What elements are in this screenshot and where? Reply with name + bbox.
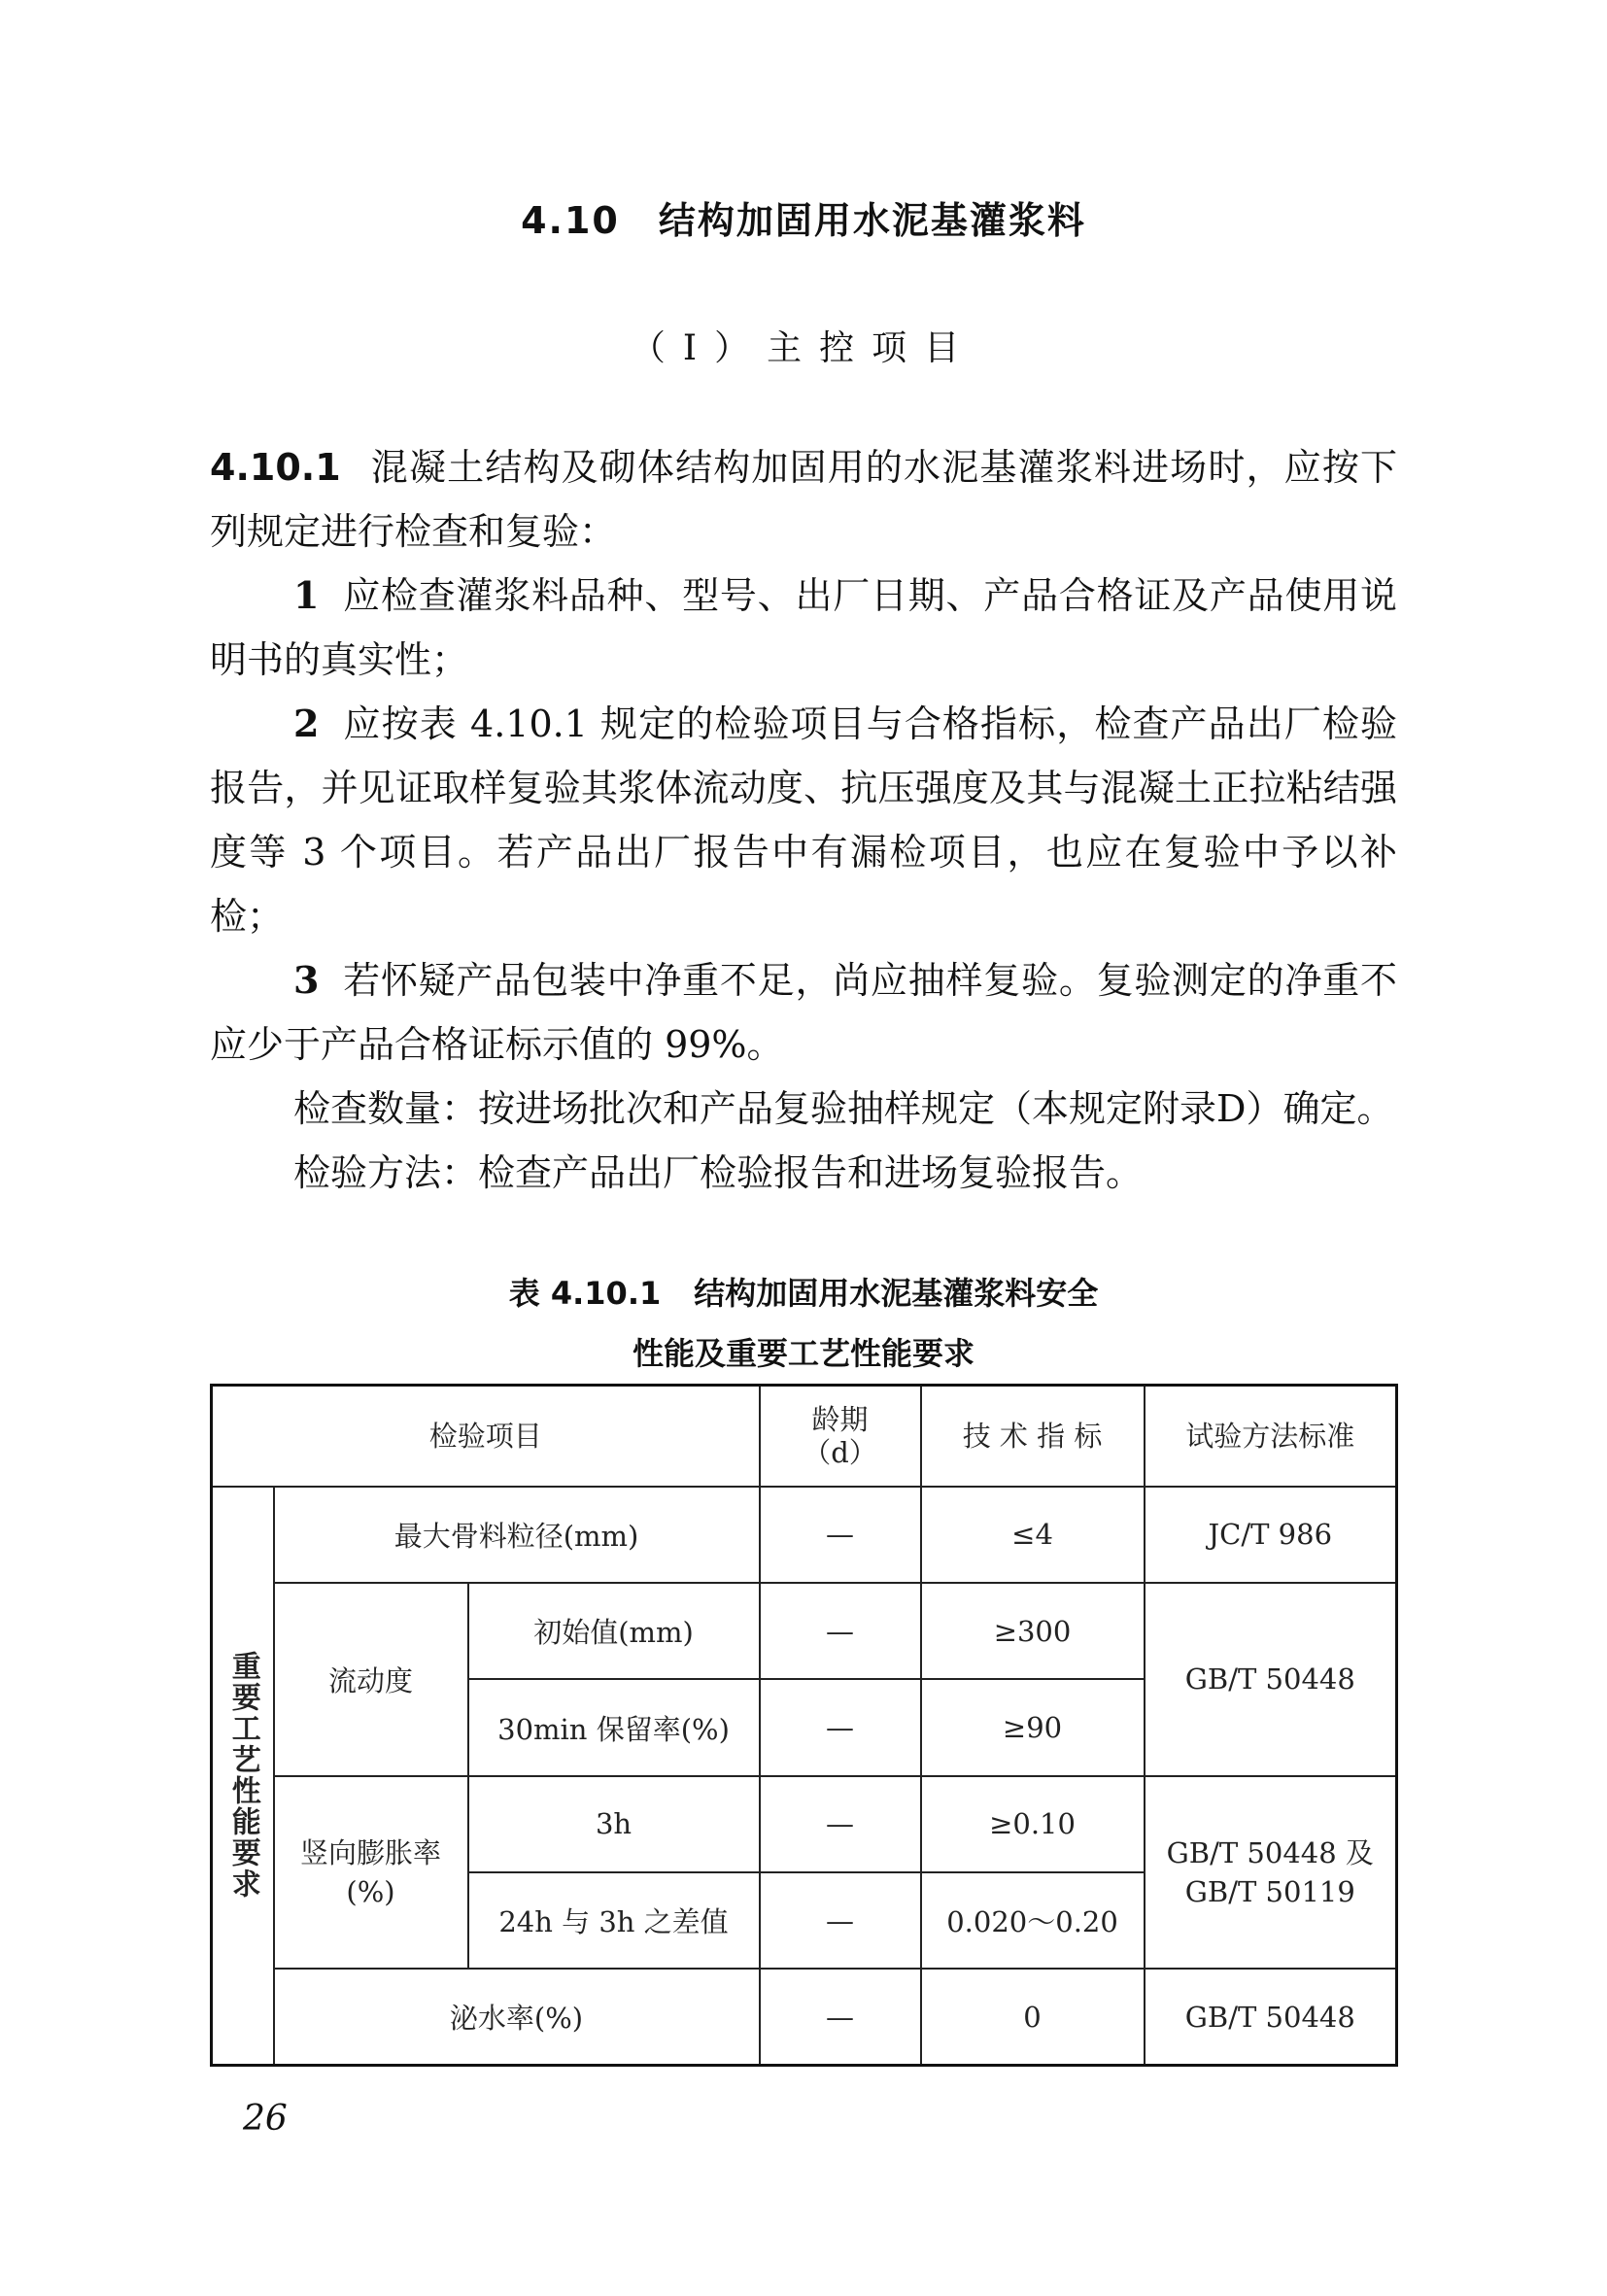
section-number: 4.10 (521, 199, 620, 242)
header-age: 龄期 （d） (760, 1386, 921, 1487)
clause-item-2 (210, 692, 1397, 948)
cell-item: 最大骨料粒径(mm) (274, 1487, 760, 1583)
table-row (212, 1776, 1397, 1872)
clause-intro-text: 混凝土结构及砌体结构加固用的水泥基灌浆料进场时，应按下列规定进行检查和复验： (210, 446, 1397, 553)
cell-age: — (760, 1487, 921, 1583)
cell-method: GB/T 50448 (1145, 1969, 1397, 2065)
cell-age: — (760, 1583, 921, 1679)
cell-index: ≥0.10 (921, 1776, 1145, 1872)
table-caption-line-1: 表 4.10.1 结构加固用水泥基灌浆料安全 (508, 1275, 1099, 1312)
clause-intro (210, 435, 1397, 564)
cell-age: — (760, 1679, 921, 1775)
item-text: 应按表 4.10.1 规定的检验项目与合格指标，检查产品出厂检验报告，并见证取样复验其浆体流动度、抗压强度及其与混凝土正拉粘结强度等 3 个项目。若产品出厂报告中有漏检项目，也应在复验中予以补检； (210, 703, 1397, 938)
cell-item: 初始值(mm) (468, 1583, 760, 1679)
clause-number: 4.10.1 (210, 446, 341, 489)
group-label: 重要工艺性能要求 (225, 1651, 260, 1901)
group-label-cell (212, 1487, 274, 2066)
cell-item: 24h 与 3h 之差值 (468, 1872, 760, 1969)
section-title (0, 190, 1607, 244)
cell-index: ≤4 (921, 1487, 1145, 1583)
header-index: 技 术 指 标 (921, 1386, 1145, 1487)
subsection-title: （Ⅰ）主控项目 (630, 328, 977, 368)
cell-expansion-label: 竖向膨胀率 (%) (274, 1776, 468, 1970)
cell-index: 0.020～0.20 (921, 1872, 1145, 1969)
cell-item: 泌水率(%) (274, 1969, 760, 2065)
item-number: 2 (293, 702, 320, 745)
inspection-quantity: 检查数量：按进场批次和产品复验抽样规定（本规定附录D）确定。 (293, 1087, 1394, 1130)
table-row (212, 1969, 1397, 2065)
header-method: 试验方法标准 (1145, 1386, 1397, 1487)
cell-method: GB/T 50448 及 GB/T 50119 (1145, 1776, 1397, 1970)
cell-age: — (760, 1776, 921, 1872)
table-row (212, 1487, 1397, 1583)
table-caption-line-2: 性能及重要工艺性能要求 (632, 1335, 974, 1372)
cell-index: ≥300 (921, 1583, 1145, 1679)
item-number: 3 (293, 958, 320, 1002)
cell-item: 30min 保留率(%) (468, 1679, 760, 1775)
item-text: 应检查灌浆料品种、型号、出厂日期、产品合格证及产品使用说明书的真实性； (210, 574, 1397, 681)
clause-body (210, 435, 1397, 1205)
cell-index: ≥90 (921, 1679, 1145, 1775)
clause-item-3 (210, 948, 1397, 1077)
cell-method: JC/T 986 (1145, 1487, 1397, 1583)
inspection-method: 检验方法：检查产品出厂检验报告和进场复验报告。 (293, 1151, 1144, 1194)
spec-table (210, 1384, 1398, 2067)
cell-fluidity-label: 流动度 (274, 1583, 468, 1776)
table-caption (0, 1263, 1607, 1384)
cell-index: 0 (921, 1969, 1145, 2065)
table-header-row (212, 1386, 1397, 1487)
page-number: 26 (243, 2099, 288, 2139)
item-text: 若怀疑产品包装中净重不足，尚应抽样复验。复验测定的净重不应少于产品合格证标示值的 99%。 (210, 959, 1397, 1066)
table-number: 表 4.10.1 (508, 1275, 662, 1312)
header-item: 检验项目 (212, 1386, 760, 1487)
table-row (212, 1583, 1397, 1679)
cell-age: — (760, 1872, 921, 1969)
clause-item-1 (210, 564, 1397, 692)
cell-age: — (760, 1969, 921, 2065)
cell-item: 3h (468, 1776, 760, 1872)
item-number: 1 (293, 573, 320, 617)
cell-method: GB/T 50448 (1145, 1583, 1397, 1776)
section-heading: 结构加固用水泥基灌浆料 (658, 199, 1086, 242)
